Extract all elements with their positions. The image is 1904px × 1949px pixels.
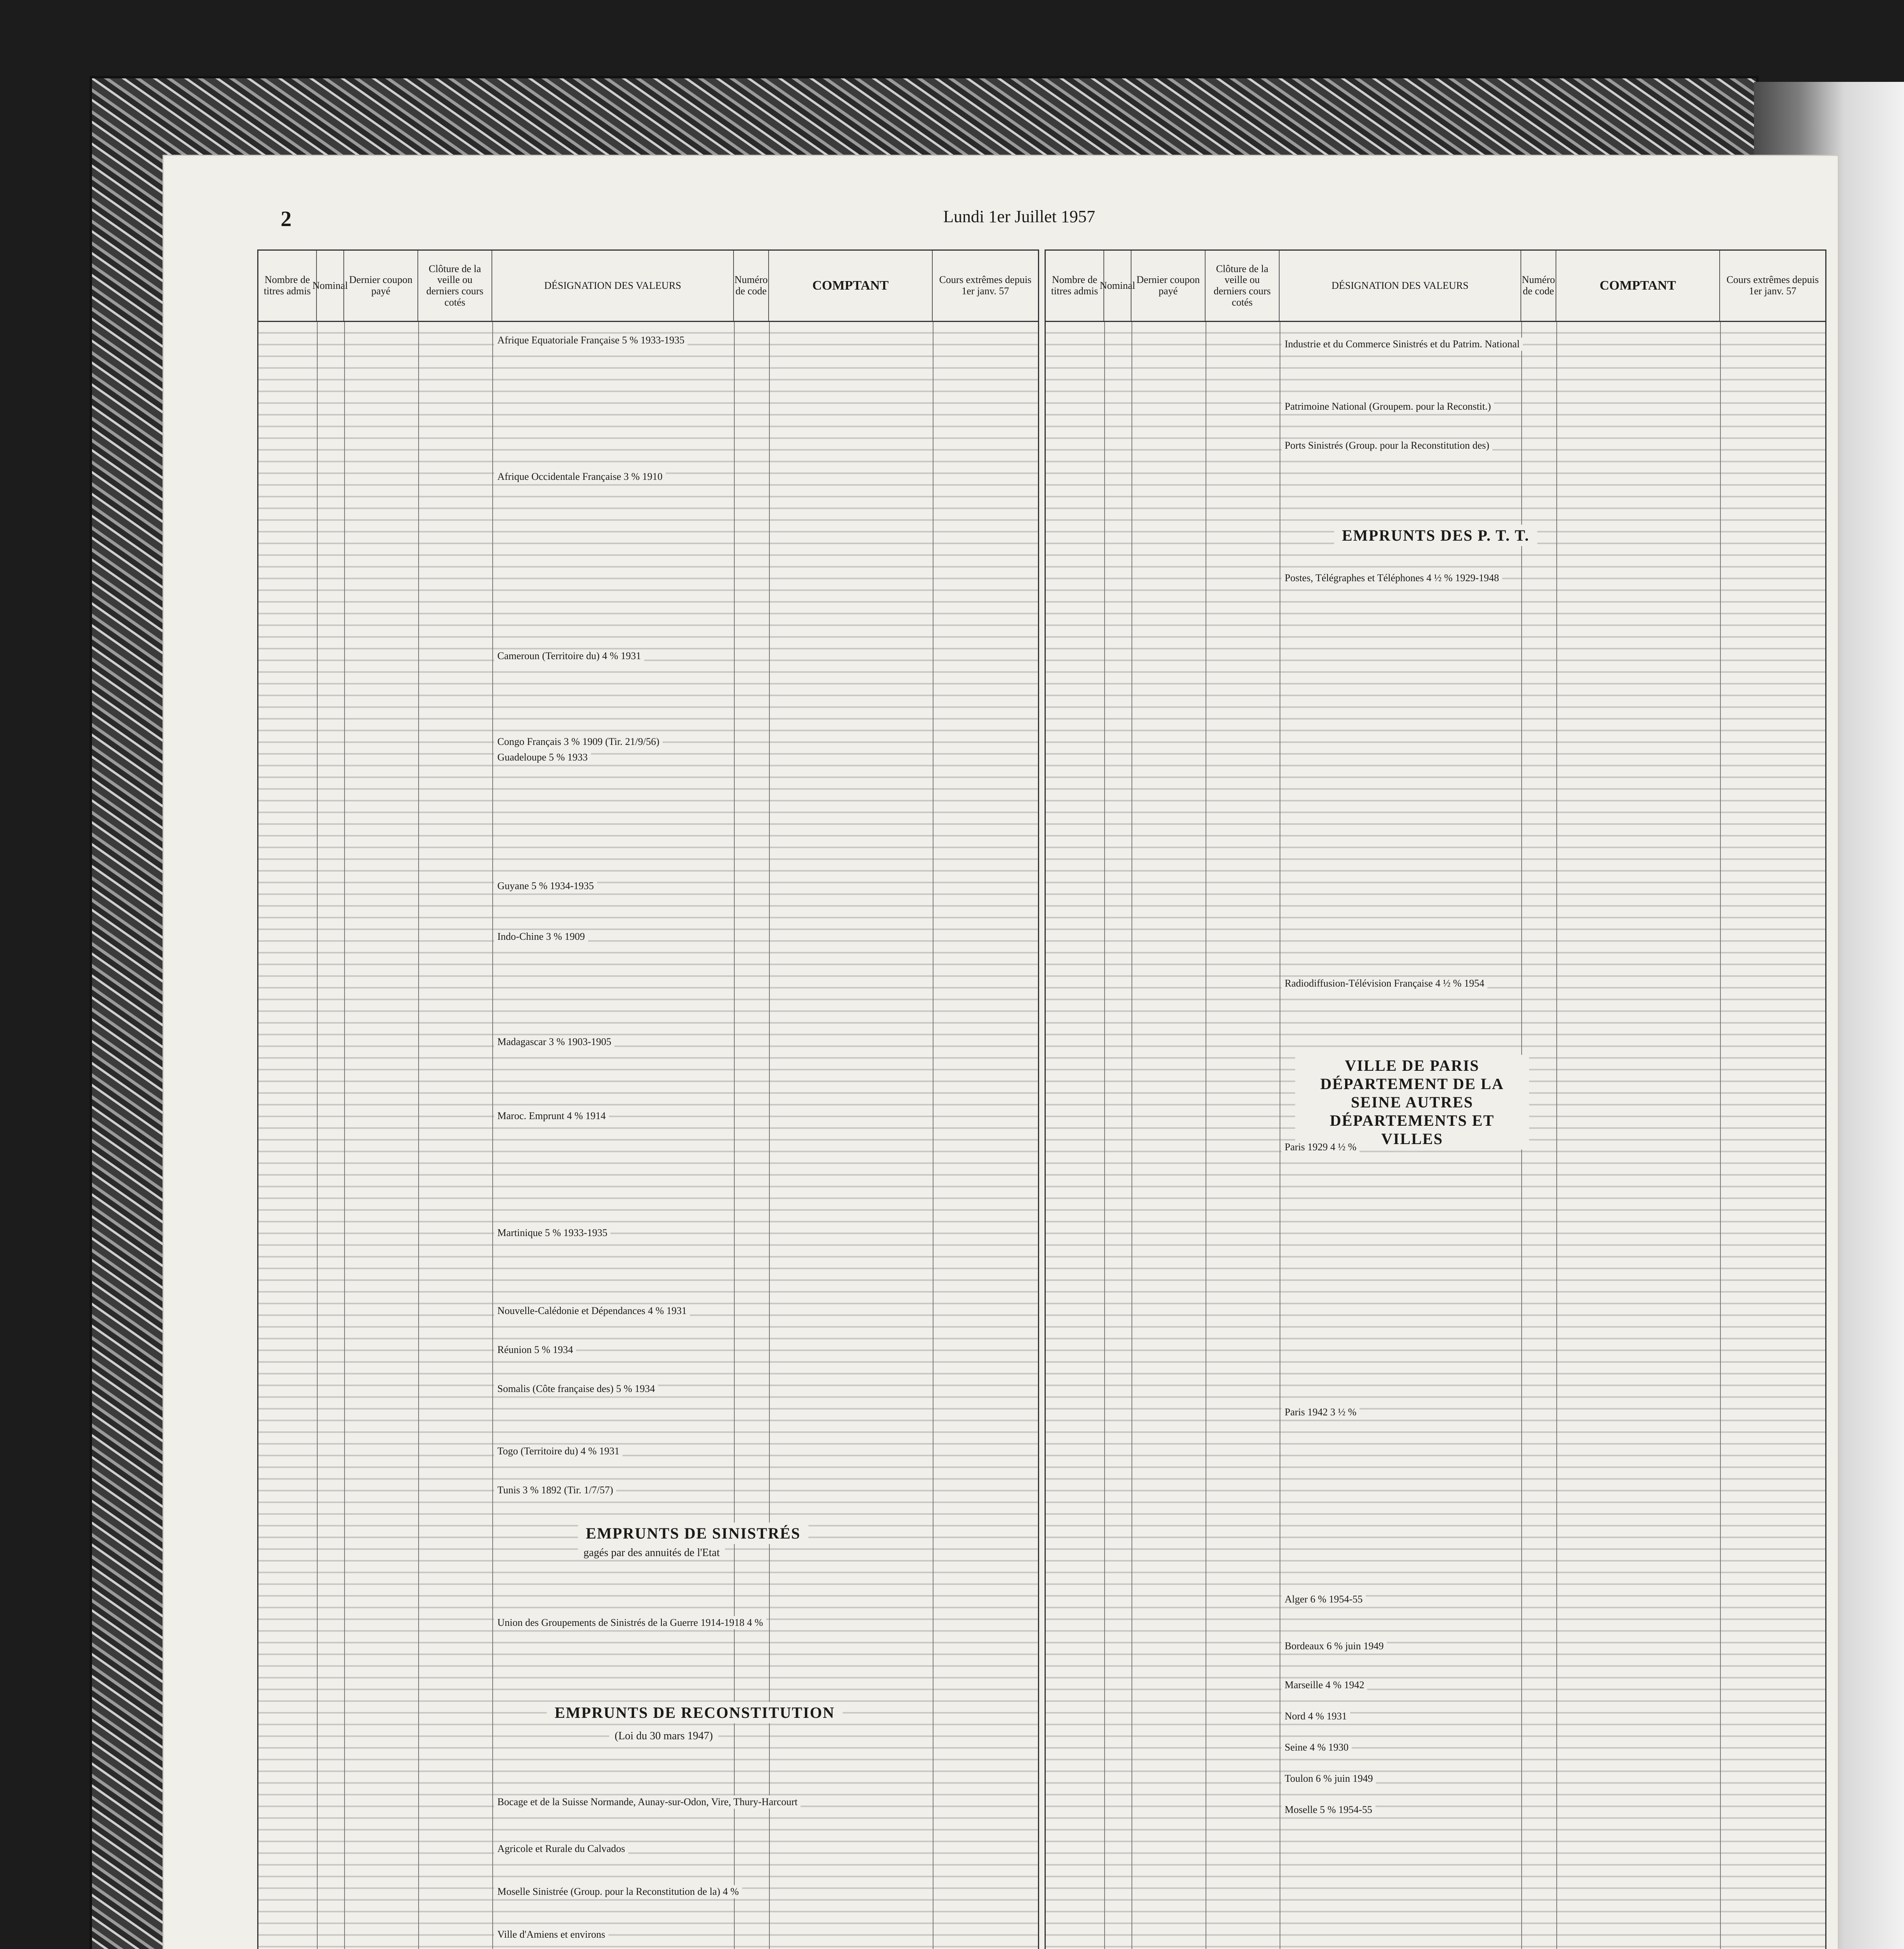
left-table-body [258, 322, 1038, 1949]
list-item: Moselle 5 % 1954-55 [1282, 1803, 1375, 1816]
list-item: Cameroun (Territoire du) 4 % 1931 [494, 649, 644, 663]
col-cloture: Clôture de la veille ou derniers cours cotés [418, 251, 492, 321]
col-comptant: COMPTANT [769, 251, 933, 321]
list-item: Indo-Chine 3 % 1909 [494, 930, 588, 943]
list-item: Ville d'Amiens et environs [494, 1928, 608, 1941]
list-item: Togo (Territoire du) 4 % 1931 [494, 1445, 622, 1458]
section-title-sinistres: EMPRUNTS DE SINISTRÉS [578, 1523, 808, 1544]
col-cours: Cours extrêmes depuis 1er janv. 57 [939, 274, 1032, 297]
list-item: Ports Sinistrés (Group. pour la Reconstitution des) [1282, 439, 1492, 452]
newspaper-page [164, 156, 1838, 1949]
col-designation: DÉSIGNATION DES VALEURS [492, 251, 734, 321]
right-table [1045, 249, 1826, 1949]
section-title-paris: VILLE DE PARIS DÉPARTEMENT DE LA SEINE AUTRES DÉPARTEMENTS ET VILLES [1295, 1055, 1529, 1150]
list-item: Congo Français 3 % 1909 (Tir. 21/9/56) [494, 735, 663, 748]
page-number: 2 [281, 207, 292, 231]
list-item: Maroc. Emprunt 4 % 1914 [494, 1109, 609, 1123]
list-item: Madagascar 3 % 1903-1905 [494, 1035, 614, 1049]
list-item: Nord 4 % 1931 [1282, 1710, 1350, 1723]
col-comptant: COMPTANT [1556, 251, 1720, 321]
col-nombre: Nombre de titres admis [1046, 251, 1104, 321]
list-item: Afrique Equatoriale Française 5 % 1933-1935 [494, 334, 688, 347]
divider [418, 322, 419, 1949]
list-item: Tunis 3 % 1892 (Tir. 1/7/57) [494, 1484, 616, 1497]
divider [1131, 322, 1132, 1949]
col-nominal: Nominal [1104, 251, 1131, 321]
col-cours: Cours extrêmes depuis 1er janv. 57 [1726, 274, 1819, 297]
left-table [257, 249, 1039, 1949]
list-item: Union des Groupements de Sinistrés de la Guerre 1914-1918 4 % [494, 1616, 766, 1629]
col-code: Numéro de code [1521, 251, 1556, 321]
list-item: Somalis (Côte française des) 5 % 1934 [494, 1382, 658, 1395]
col-nominal: Nominal [317, 251, 344, 321]
right-table-body [1046, 322, 1825, 1949]
left-table-header [258, 251, 1038, 322]
section-title-reconstitution: EMPRUNTS DE RECONSTITUTION [547, 1702, 843, 1723]
col-code: Numéro de code [734, 251, 769, 321]
col-cloture: Clôture de la veille ou derniers cours cotés [1206, 251, 1280, 321]
divider [317, 322, 318, 1949]
divider [344, 322, 345, 1949]
list-item: Paris 1929 4 ½ % [1282, 1141, 1359, 1154]
col-coupon: Dernier coupon payé [344, 251, 418, 321]
section-subtitle-sinistres: gagés par des annuités de l'Etat [578, 1546, 725, 1560]
list-item: Alger 6 % 1954-55 [1282, 1593, 1366, 1606]
section-subtitle-reconstitution: (Loi du 30 mars 1947) [609, 1729, 718, 1743]
divider [1720, 322, 1721, 1949]
list-item: Industrie et du Commerce Sinistrés et du Patrim. National [1282, 338, 1523, 351]
list-item: Afrique Occidentale Française 3 % 1910 [494, 470, 666, 483]
list-item: Bordeaux 6 % juin 1949 [1282, 1639, 1387, 1653]
section-title-ptt: EMPRUNTS DES P. T. T. [1334, 525, 1537, 546]
list-item: Toulon 6 % juin 1949 [1282, 1772, 1376, 1785]
page-header [164, 207, 1838, 238]
divider [1104, 322, 1105, 1949]
list-item: Agricole et Rurale du Calvados [494, 1842, 628, 1855]
col-coupon: Dernier coupon payé [1131, 251, 1206, 321]
list-item: Seine 4 % 1930 [1282, 1741, 1352, 1754]
list-item: Martinique 5 % 1933-1935 [494, 1226, 610, 1240]
list-item: Nouvelle-Calédonie et Dépendances 4 % 1931 [494, 1304, 690, 1318]
list-item: Marseille 4 % 1942 [1282, 1678, 1367, 1692]
list-item: Bocage et de la Suisse Normande, Aunay-sur-Odon, Vire, Thury-Harcourt [494, 1795, 801, 1809]
page-date: Lundi 1er Juillet 1957 [943, 207, 1095, 226]
list-item: Radiodiffusion-Télévision Française 4 ½ % 1954 [1282, 977, 1487, 990]
list-item: Réunion 5 % 1934 [494, 1343, 576, 1357]
divider [492, 322, 493, 1949]
list-item: Moselle Sinistrée (Group. pour la Reconstitution de la) 4 % [494, 1885, 742, 1898]
list-item: Guyane 5 % 1934-1935 [494, 879, 597, 893]
col-designation: DÉSIGNATION DES VALEURS [1280, 251, 1521, 321]
divider [1556, 322, 1557, 1949]
list-item: Guadeloupe 5 % 1933 [494, 751, 591, 764]
col-nombre: Nombre de titres admis [258, 251, 317, 321]
list-item: Patrimoine National (Groupem. pour la Reconstit.) [1282, 400, 1494, 413]
right-table-header [1046, 251, 1825, 322]
list-item: Paris 1942 3 ½ % [1282, 1406, 1359, 1419]
list-item: Postes, Télégraphes et Téléphones 4 ½ % 1929-1948 [1282, 571, 1502, 585]
